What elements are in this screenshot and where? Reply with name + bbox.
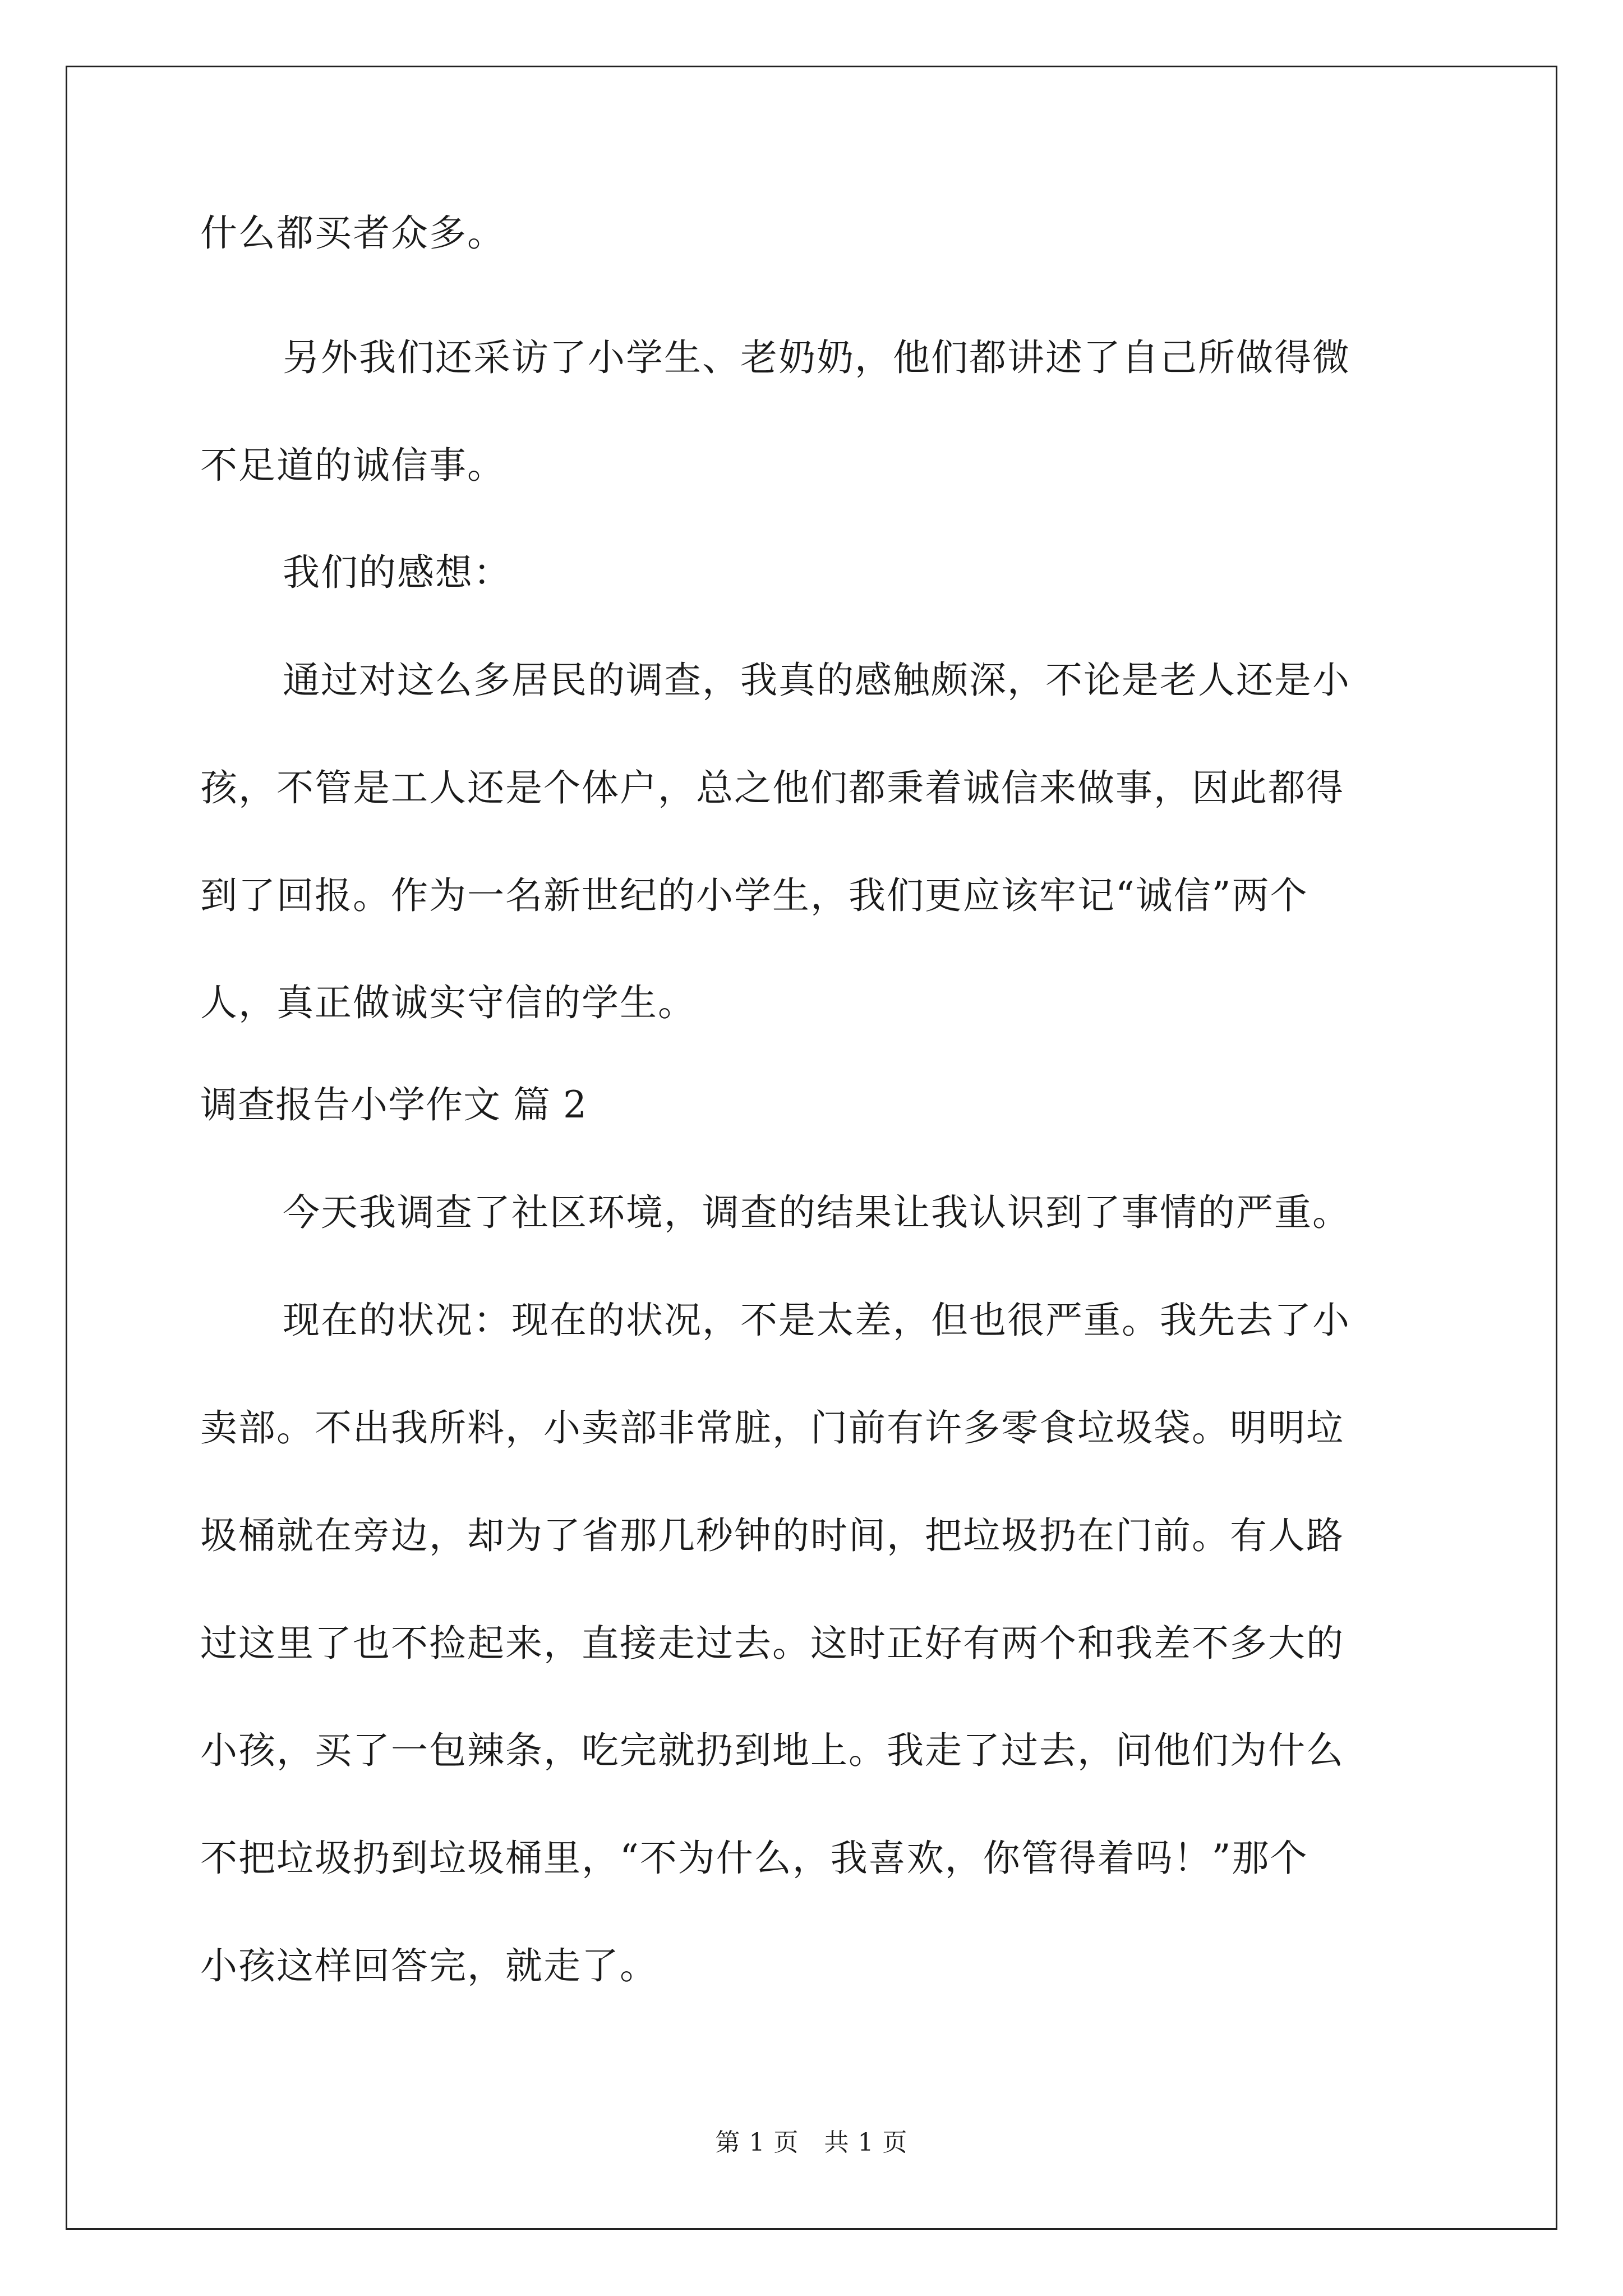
paragraph-line: 小孩这样回答完，就走了。 xyxy=(200,1944,658,1987)
paragraph-line: 不足道的诚信事。 xyxy=(200,444,505,487)
paragraph-line: 到了回报。作为一名新世纪的小学生，我们更应该牢记“诚信”两个 xyxy=(200,874,1308,917)
paragraph-line: 不把垃圾扔到垃圾桶里，“不为什么，我喜欢，你管得着吗！”那个 xyxy=(200,1837,1308,1880)
paragraph-line: 我们的感想： xyxy=(283,551,511,594)
paragraph-line: 小孩，买了一包辣条，吃完就扔到地上。我走了过去，问他们为什么 xyxy=(200,1729,1344,1772)
paragraph-line: 通过对这么多居民的调查，我真的感触颇深，不论是老人还是小 xyxy=(283,659,1350,702)
paragraph-line: 圾桶就在旁边，却为了省那几秒钟的时间，把垃圾扔在门前。有人路 xyxy=(200,1514,1344,1557)
section-heading: 调查报告小学作文 篇 2 xyxy=(200,1083,587,1126)
paragraph-line: 孩，不管是工人还是个体户，总之他们都秉着诚信来做事，因此都得 xyxy=(200,766,1344,809)
paragraph-line: 人，真正做诚实守信的学生。 xyxy=(200,981,696,1024)
paragraph-line: 什么都买者众多。 xyxy=(200,211,505,255)
paragraph-line: 过这里了也不捡起来，直接走过去。这时正好有两个和我差不多大的 xyxy=(200,1622,1344,1665)
paragraph-line: 卖部。不出我所料，小卖部非常脏，门前有许多零食垃圾袋。明明垃 xyxy=(200,1406,1344,1450)
page-footer: 第 1 页 共 1 页 xyxy=(715,2128,908,2157)
page-border xyxy=(66,66,1557,2230)
paragraph-line: 今天我调查了社区环境，调查的结果让我认识到了事情的严重。 xyxy=(283,1191,1350,1234)
paragraph-line: 另外我们还采访了小学生、老奶奶，他们都讲述了自己所做得微 xyxy=(283,336,1350,379)
paragraph-line: 现在的状况：现在的状况，不是太差，但也很严重。我先去了小 xyxy=(283,1299,1350,1342)
